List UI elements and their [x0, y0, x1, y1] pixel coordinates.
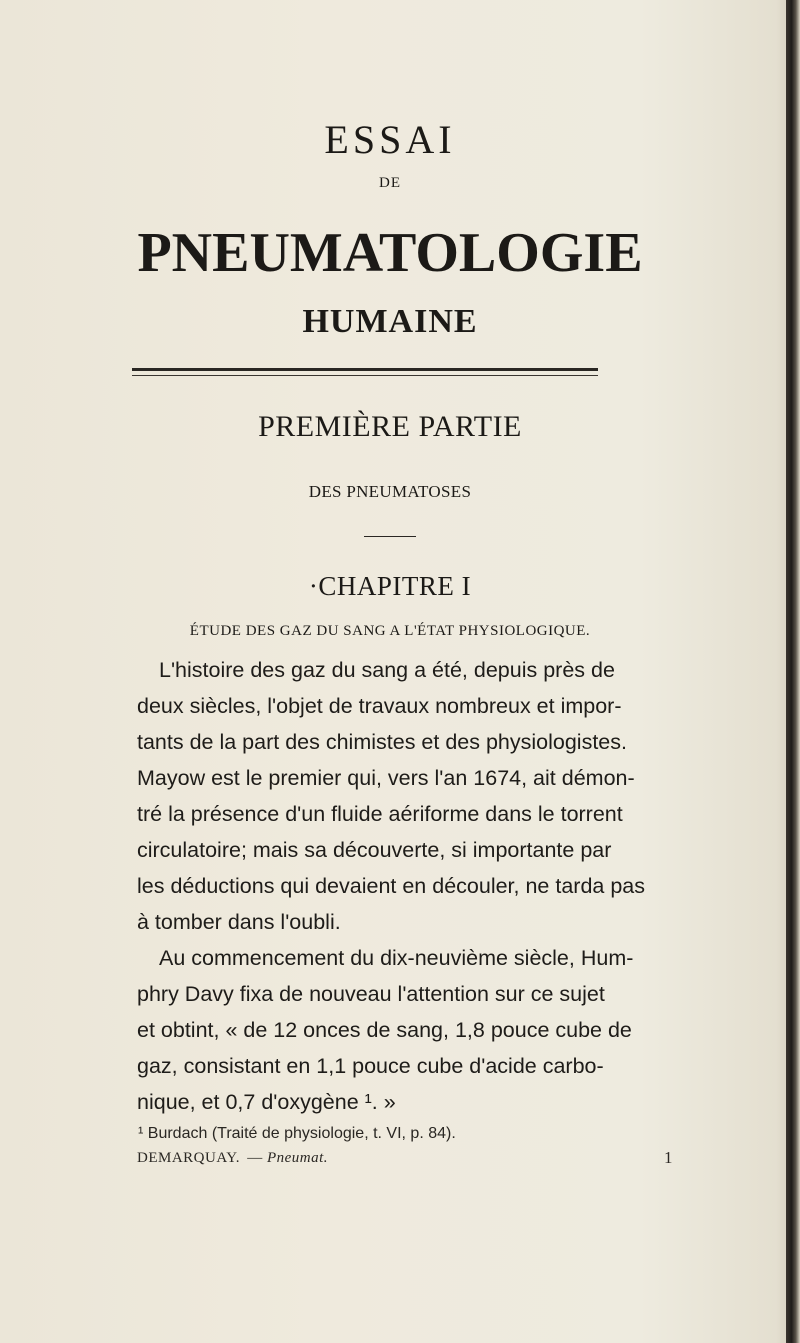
body-line: et obtint, « de 12 onces de sang, 1,8 pouce cube de	[137, 1018, 632, 1042]
body-line: les déductions qui devaient en découler, ne tarda pas	[137, 874, 646, 898]
body-line: deux siècles, l'objet de travaux nombreux et impor-	[137, 694, 622, 718]
title-essai: ESSAI	[324, 117, 456, 162]
body-line: circulatoire; mais sa découverte, si importante par	[137, 838, 612, 862]
body-line: tré la présence d'un fluide aériforme dans le torrent	[137, 802, 623, 826]
chapter-title: ·CHAPITRE I	[308, 571, 472, 601]
part-title: PREMIÈRE PARTIE	[258, 410, 522, 443]
page-edge-shadow	[786, 0, 800, 1343]
part-subtitle: DES PNEUMATOSES	[308, 482, 472, 501]
signature-short-title: Pneumat.	[266, 1150, 329, 1166]
title-main: PNEUMATOLOGIE	[137, 222, 643, 284]
body-line: Au commencement du dix-neuvième siècle, Hum-	[159, 946, 634, 970]
title-rule-thin	[132, 375, 598, 376]
footnote: ¹ Burdach (Traité de physiologie, t. VI, p. 84).	[138, 1125, 456, 1142]
sheet-number: 1	[664, 1148, 673, 1167]
body-line: L'histoire des gaz du sang a été, depuis près de	[159, 658, 615, 682]
title-de: DE	[379, 175, 401, 191]
signature-author: DEMARQUAY.	[137, 1150, 240, 1166]
body-line: Mayow est le premier qui, vers l'an 1674, ait démon-	[137, 766, 635, 790]
body-line: à tomber dans l'oubli.	[137, 910, 341, 934]
body-line: gaz, consistant en 1,1 pouce cube d'acide carbo-	[137, 1054, 604, 1078]
body-line: tants de la part des chimistes et des physiologistes.	[137, 730, 627, 754]
signature-dash: —	[247, 1150, 263, 1166]
title-rule-thick	[132, 368, 598, 371]
title-sub: HUMAINE	[302, 303, 478, 340]
section-divider	[364, 536, 416, 537]
body-line: nique, et 0,7 d'oxygène ¹. »	[137, 1090, 396, 1114]
body-line: phry Davy fixa de nouveau l'attention sur ce sujet	[137, 982, 605, 1006]
signature-line	[137, 1148, 328, 1168]
chapter-subtitle: ÉTUDE DES GAZ DU SANG A L'ÉTAT PHYSIOLOGIQUE.	[189, 623, 591, 639]
